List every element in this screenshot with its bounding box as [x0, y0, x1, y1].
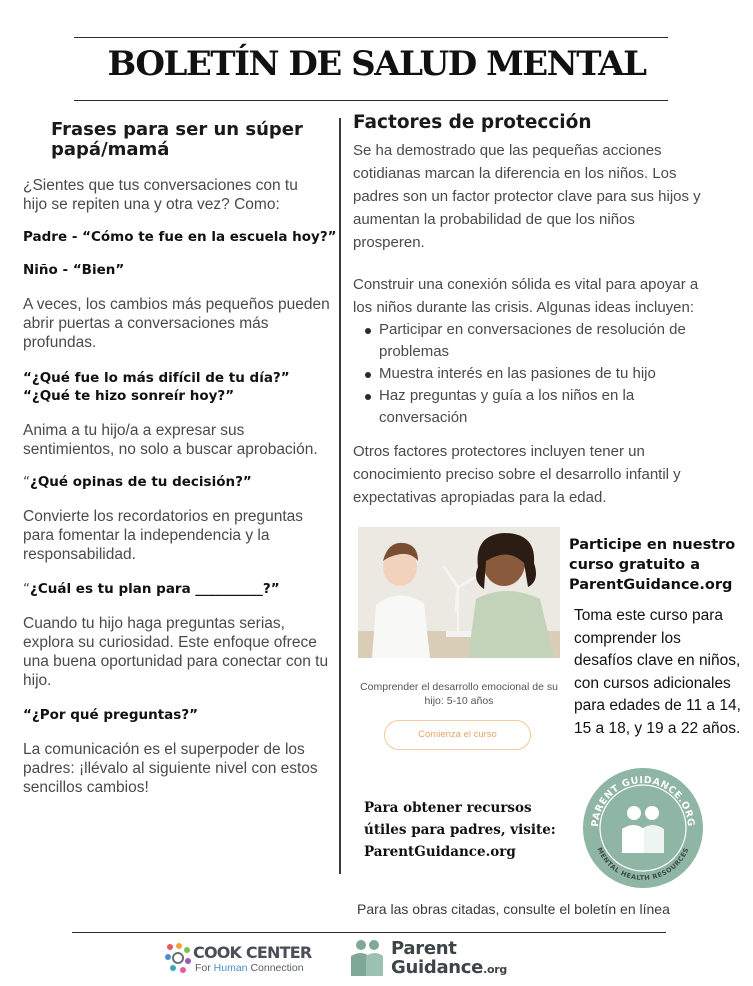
cta-heading: Participe en nuestro curso gratuito a ParentGuidance.org	[569, 537, 736, 593]
intro-paragraph: ¿Sientes que tus conversaciones con tu hijo se repiten una y otra vez? Como:	[23, 177, 298, 213]
quote-mark: “	[23, 581, 30, 597]
question-decision	[23, 473, 339, 491]
list-item: Muestra interés en las pasiones de tu hijo	[365, 363, 713, 385]
protection-paragraph-2: Construir una conexión sólida es vital para apoyar a los niños durante las crisis. Algunas ideas incluyen:	[353, 276, 699, 316]
ideas-list	[365, 319, 713, 429]
parent-guidance-icon	[349, 938, 385, 978]
question-smile: “¿Qué te hizo sonreír hoy?”	[23, 388, 235, 404]
example-parent: Padre - “Cómo te fue en la escuela hoy?”	[23, 229, 337, 245]
cook-center-subtitle	[195, 962, 304, 974]
question-plan-text: ¿Cuál es tu plan para __________?”	[30, 581, 280, 597]
question-hardest: “¿Qué fue lo más difícil de tu día?”	[23, 370, 290, 386]
course-photo	[358, 527, 560, 658]
right-column	[353, 112, 713, 509]
cook-sub-human: Human	[213, 962, 248, 974]
cook-center-logo	[163, 942, 333, 976]
express-paragraph: Anima a tu hijo/a a expresar sus sentimientos, no solo a buscar aprobación.	[23, 422, 318, 458]
cta-body: Toma este curso para comprender los desafíos clave en niños, con cursos adicionales para edades de 11 a 14, 15 a 18, y 19 a 22 años.	[574, 607, 741, 737]
example-child: Niño - “Bien”	[23, 262, 125, 278]
title-rule	[74, 100, 668, 101]
parent-guidance-line1: Parent	[391, 938, 457, 959]
small-changes-paragraph: A veces, los cambios más pequeños pueden abrir puertas a conversaciones más profundas.	[23, 296, 330, 351]
left-heading: Frases para ser un súper papá/mamá	[51, 119, 303, 160]
cook-sub-for: For	[195, 962, 214, 974]
pg-org-text: .org	[483, 963, 507, 976]
list-item: Haz preguntas y guía a los niños en la conversación	[365, 385, 713, 429]
left-column	[23, 118, 339, 797]
protection-paragraph-1: Se ha demostrado que las pequeñas acciones cotidianas marcan la diferencia en los niños. Los padres son un factor protector clave para sus hijos y aumentan la probabilidad de que los niños prosperen.	[353, 142, 701, 251]
citation-note: Para las obras citadas, consulte el boletín en línea	[357, 901, 670, 917]
badge-top-text: PARENT GUIDANCE.ORG	[589, 774, 697, 828]
top-rule	[74, 37, 668, 38]
footer-rule	[72, 932, 666, 933]
course-caption: Comprender el desarrollo emocional de su hijo: 5-10 años	[360, 681, 558, 707]
start-course-button[interactable]: Comienza el curso	[384, 720, 531, 750]
parent-guidance-line2	[391, 957, 507, 978]
badge-bottom-text: MENTAL HEALTH RESOURCES	[595, 846, 691, 883]
cook-sub-connection: Connection	[247, 962, 304, 974]
question-why: “¿Por qué preguntas?”	[23, 707, 199, 723]
pg-guidance-text: Guidance	[391, 957, 484, 978]
closing-paragraph: La comunicación es el superpoder de los padres: ¡llévalo al siguiente nivel con estos sencillos cambios!	[23, 741, 318, 796]
resources-text: Para obtener recursos útiles para padres, visite: ParentGuidance.org	[364, 800, 556, 860]
protection-paragraph-3: Otros factores protectores incluyen tener un conocimiento preciso sobre el desarrollo infantil y expectativas apropiadas para la edad.	[353, 443, 681, 506]
quote-mark: “	[23, 474, 30, 490]
list-item: Participar en conversaciones de resolución de problemas	[365, 319, 713, 363]
question-decision-text: ¿Qué opinas de tu decisión?”	[30, 474, 252, 490]
mental-health-resources-badge	[582, 767, 704, 889]
right-heading: Factores de protección	[353, 112, 592, 133]
parent-guidance-logo	[349, 938, 529, 980]
question-plan	[23, 580, 339, 598]
cook-center-people-icon	[163, 942, 193, 974]
parent-child-photo-image	[358, 527, 560, 658]
column-divider	[339, 118, 341, 874]
cook-center-title: COOK CENTER	[193, 943, 312, 962]
curiosity-paragraph: Cuando tu hijo haga preguntas serias, explora su curiosidad. Este enfoque ofrece una buena oportunidad para conectar con tu hijo.	[23, 615, 329, 689]
newsletter-title: BOLETÍN DE SALUD MENTAL	[107, 44, 646, 84]
reminders-paragraph: Convierte los recordatorios en preguntas para fomentar la independencia y la responsabilidad.	[23, 508, 304, 563]
